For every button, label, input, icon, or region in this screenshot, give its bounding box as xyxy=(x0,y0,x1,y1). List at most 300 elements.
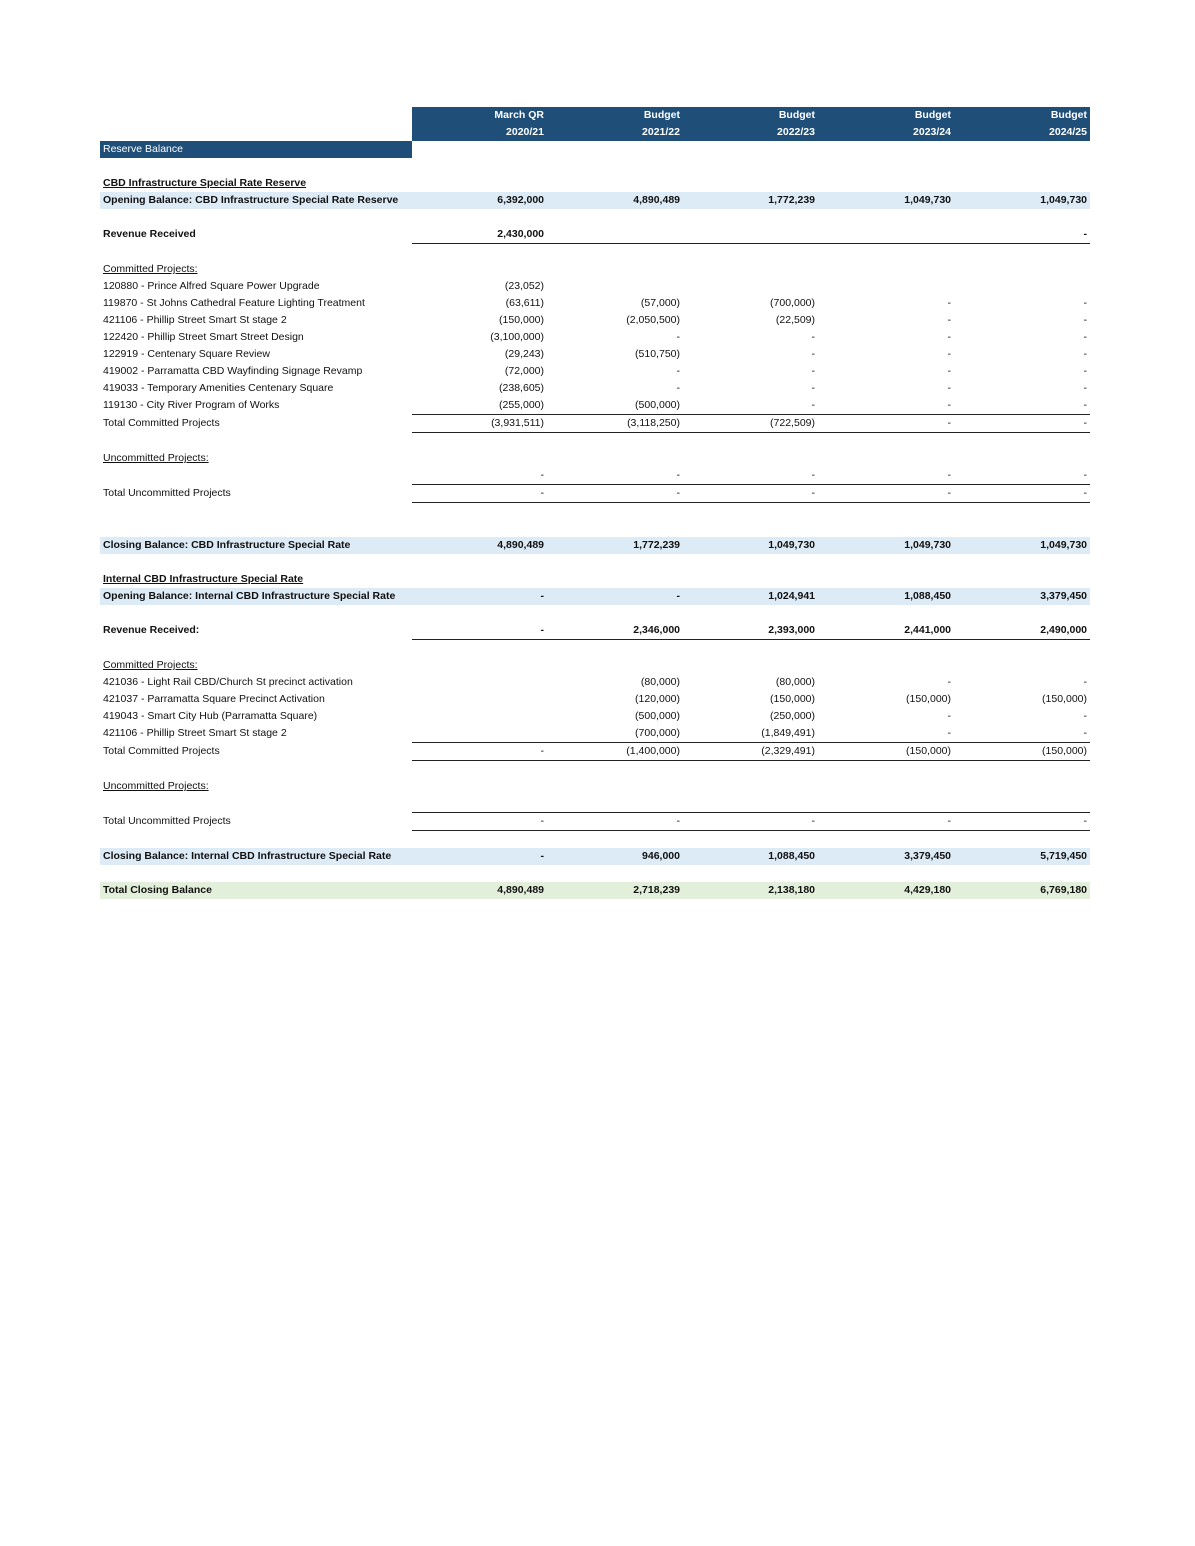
section2-project-row-cell: (80,000) xyxy=(640,676,680,688)
section1-closing-label-text: Closing Balance: CBD Infrastructure Special Rate xyxy=(103,539,351,551)
section1-project-row-cell: - xyxy=(947,365,951,377)
section2-committed-heading-cell xyxy=(818,657,954,674)
column-header-line2: 2022/23 xyxy=(683,124,818,141)
section2-closing-cell: 1,088,450 xyxy=(683,848,818,865)
section1-project-row xyxy=(100,397,1090,415)
section1-project-row-label-text: 122420 - Phillip Street Smart Street Design xyxy=(103,331,304,343)
section1-uncommitted-heading xyxy=(100,450,1090,467)
spacer-cell xyxy=(683,865,818,882)
section2-closing-cell: 3,379,450 xyxy=(818,848,954,865)
total-closing-balance-label xyxy=(100,882,412,899)
spacer-cell xyxy=(683,244,818,262)
total-closing-balance xyxy=(100,882,1090,899)
section2-committed-heading xyxy=(100,657,1090,674)
spacer-cell xyxy=(412,520,547,537)
spacer-cell xyxy=(818,795,954,813)
spacer-cell xyxy=(547,761,683,779)
section1-project-row-cell: (3,100,000) xyxy=(490,331,544,343)
title-row-cell xyxy=(818,141,954,158)
section1-project-row-cell: - xyxy=(947,314,951,326)
header-blank xyxy=(100,107,412,124)
section1-opening-cell: 1,049,730 xyxy=(818,192,954,209)
section1-uncommitted-blank xyxy=(100,467,1090,485)
section1-heading xyxy=(100,175,1090,192)
spacer-label xyxy=(100,605,412,622)
spacer-cell xyxy=(683,503,818,521)
section2-closing-cell: 946,000 xyxy=(547,848,683,865)
section2-uncommitted-total xyxy=(100,813,1090,831)
section1-revenue-cell xyxy=(683,226,818,244)
section1-project-row-cell: - xyxy=(1083,399,1087,411)
spacer-cell xyxy=(412,554,547,571)
section2-uncommitted-total-cell: - xyxy=(683,813,818,831)
spacer-cell xyxy=(547,554,683,571)
section2-committed-total-cell: (150,000) xyxy=(818,743,954,761)
section2-opening xyxy=(100,588,1090,605)
spacer-label xyxy=(100,520,412,537)
section2-revenue-cell: 2,393,000 xyxy=(683,622,818,640)
section1-project-row-cell: (72,000) xyxy=(504,365,544,377)
column-header-line1: Budget xyxy=(547,107,683,124)
section2-committed-heading-label-text: Committed Projects: xyxy=(103,659,198,671)
column-header-line2: 2023/24 xyxy=(818,124,954,141)
section2-committed-heading-cell xyxy=(954,657,1090,674)
total-closing-balance-cell: 2,138,180 xyxy=(683,882,818,899)
section1-project-row-cell: - xyxy=(676,382,680,394)
section1-project-row-label-text: 421106 - Phillip Street Smart St stage 2 xyxy=(103,314,287,326)
section1-heading-cell xyxy=(547,175,683,192)
section2-revenue-cell: 2,441,000 xyxy=(818,622,954,640)
section1-project-row-cell: - xyxy=(676,331,680,343)
spacer-cell xyxy=(412,761,547,779)
total-closing-balance-cell: 6,769,180 xyxy=(954,882,1090,899)
section2-heading-label-text: Internal CBD Infrastructure Special Rate xyxy=(103,573,304,585)
section2-committed-heading-cell xyxy=(412,657,547,674)
spacer-cell xyxy=(412,605,547,622)
section1-project-row-label-text: 419033 - Temporary Amenities Centenary Square xyxy=(103,382,334,394)
section2-uncommitted-total-cell: - xyxy=(412,813,547,831)
spacer-cell xyxy=(818,640,954,658)
spacer-cell xyxy=(547,158,683,175)
spacer-cell xyxy=(412,640,547,658)
spacer-label xyxy=(100,640,412,658)
section1-project-row-cell: (23,052) xyxy=(504,280,544,292)
section1-closing xyxy=(100,537,1090,554)
title-row-cell xyxy=(547,141,683,158)
spacer-label xyxy=(100,865,412,882)
spacer-label xyxy=(100,503,412,521)
section1-project-row-cell: - xyxy=(947,348,951,360)
spacer-cell xyxy=(683,554,818,571)
section2-uncommitted-heading-cell xyxy=(412,778,547,795)
spacer-cell xyxy=(818,831,954,849)
spacer-cell xyxy=(954,865,1090,882)
section2-opening-label-text: Opening Balance: Internal CBD Infrastructure Special Rate xyxy=(103,590,396,602)
section1-uncommitted-blank-cell: - xyxy=(540,469,544,481)
section2-uncommitted-total-label xyxy=(100,813,412,831)
section2-opening-cell: - xyxy=(412,588,547,605)
section2-uncommitted-heading xyxy=(100,778,1090,795)
section1-project-row xyxy=(100,278,1090,295)
section2-opening-label xyxy=(100,588,412,605)
spacer-cell xyxy=(412,503,547,521)
section1-project-row-cell xyxy=(547,278,683,295)
section2-revenue-cell: 2,346,000 xyxy=(547,622,683,640)
section2-project-row-cell: (700,000) xyxy=(635,727,680,739)
section2-opening-cell: 1,088,450 xyxy=(818,588,954,605)
section2-project-row-cell: - xyxy=(947,710,951,722)
section2-uncommitted-heading-cell xyxy=(547,778,683,795)
section2-committed-heading-cell xyxy=(547,657,683,674)
spacer-cell xyxy=(547,865,683,882)
section1-uncommitted-blank-label xyxy=(100,467,412,485)
section2-closing-cell: 5,719,450 xyxy=(954,848,1090,865)
spacer-cell xyxy=(683,640,818,658)
section2-revenue-label xyxy=(100,622,412,640)
section1-project-row xyxy=(100,329,1090,346)
spacer xyxy=(100,433,1090,451)
spacer xyxy=(100,795,1090,813)
section1-project-row-label xyxy=(100,363,412,380)
section1-opening-label xyxy=(100,192,412,209)
section1-committed-heading-cell xyxy=(954,261,1090,278)
section1-project-row-label xyxy=(100,312,412,329)
section1-project-row-cell: - xyxy=(811,331,815,343)
section1-committed-heading-cell xyxy=(412,261,547,278)
column-header-line1: Budget xyxy=(818,107,954,124)
section2-project-row-label xyxy=(100,725,412,743)
section1-project-row xyxy=(100,346,1090,363)
spacer-cell xyxy=(547,605,683,622)
section2-project-row xyxy=(100,708,1090,725)
section1-opening xyxy=(100,192,1090,209)
section1-project-row-cell: (22,509) xyxy=(775,314,815,326)
section1-committed-heading xyxy=(100,261,1090,278)
section1-project-row-cell: - xyxy=(1083,331,1087,343)
section1-committed-total-label-text: Total Committed Projects xyxy=(103,417,220,429)
section1-opening-cell: 6,392,000 xyxy=(412,192,547,209)
section1-revenue-label-text: Revenue Received xyxy=(103,228,196,241)
spacer-cell xyxy=(547,503,683,521)
spacer xyxy=(100,831,1090,849)
spacer xyxy=(100,554,1090,571)
section1-revenue xyxy=(100,226,1090,244)
section1-closing-cell: 4,890,489 xyxy=(412,537,547,554)
section1-uncommitted-heading-label xyxy=(100,450,412,467)
spacer-label xyxy=(100,433,412,451)
title-row-cell xyxy=(683,141,818,158)
section2-project-row-cell xyxy=(412,691,547,708)
column-header-line2: 2020/21 xyxy=(412,124,547,141)
section1-revenue-cell: - xyxy=(954,226,1090,244)
section2-project-row-label-text: 421106 - Phillip Street Smart St stage 2 xyxy=(103,727,287,740)
spacer xyxy=(100,605,1090,622)
spacer-cell xyxy=(818,865,954,882)
section2-project-row-cell: - xyxy=(1083,727,1087,739)
section1-project-row-cell: (238,605) xyxy=(499,382,544,394)
section1-project-row-label-text: 120880 - Prince Alfred Square Power Upgrade xyxy=(103,280,320,292)
section1-project-row-label xyxy=(100,346,412,363)
section1-project-row-cell: (29,243) xyxy=(504,348,544,360)
section1-heading-label xyxy=(100,175,412,192)
spacer-cell xyxy=(683,158,818,175)
total-closing-balance-label-text: Total Closing Balance xyxy=(103,884,212,896)
spacer-cell xyxy=(954,640,1090,658)
section1-uncommitted-heading-cell xyxy=(954,450,1090,467)
section1-project-row-cell: - xyxy=(947,382,951,394)
section2-heading-cell xyxy=(683,571,818,588)
section2-project-row-label-text: 421037 - Parramatta Square Precinct Activation xyxy=(103,693,325,705)
section1-committed-heading-cell xyxy=(547,261,683,278)
spacer-cell xyxy=(547,831,683,849)
spacer-cell xyxy=(412,209,547,226)
section1-project-row-cell: - xyxy=(1083,297,1087,309)
section2-project-row-cell: - xyxy=(947,727,951,739)
section2-heading-cell xyxy=(818,571,954,588)
section1-project-row-cell: (510,750) xyxy=(635,348,680,360)
section1-uncommitted-total-label xyxy=(100,485,412,503)
spacer-cell xyxy=(412,831,547,849)
section1-revenue-cell: 2,430,000 xyxy=(412,226,547,244)
spacer-cell xyxy=(683,433,818,451)
spacer-cell xyxy=(412,433,547,451)
section1-heading-cell xyxy=(818,175,954,192)
section1-project-row-label-text: 119130 - City River Program of Works xyxy=(103,399,280,412)
spacer xyxy=(100,209,1090,226)
spacer-cell xyxy=(547,244,683,262)
spacer-cell xyxy=(954,554,1090,571)
section1-opening-label-text: Opening Balance: CBD Infrastructure Special Rate Reserve xyxy=(103,194,399,206)
section2-opening-cell: 1,024,941 xyxy=(683,588,818,605)
section2-committed-total-label xyxy=(100,743,412,761)
section2-project-row-cell: (120,000) xyxy=(635,693,680,705)
section1-project-row-cell: - xyxy=(811,382,815,394)
section1-closing-cell: 1,049,730 xyxy=(954,537,1090,554)
section1-project-row-label xyxy=(100,380,412,397)
section1-opening-cell: 1,049,730 xyxy=(954,192,1090,209)
section2-uncommitted-total-label-text: Total Uncommitted Projects xyxy=(103,815,231,827)
spacer-cell xyxy=(818,503,954,521)
spacer xyxy=(100,158,1090,175)
spacer-cell xyxy=(818,158,954,175)
spacer-label xyxy=(100,209,412,226)
section2-revenue-label-text: Revenue Received: xyxy=(103,624,200,637)
section2-committed-total xyxy=(100,743,1090,761)
section2-committed-total-cell: (1,400,000) xyxy=(547,743,683,761)
section2-opening-cell: - xyxy=(547,588,683,605)
spacer-cell xyxy=(954,158,1090,175)
section1-project-row-cell: (150,000) xyxy=(499,314,544,326)
section2-committed-total-cell: (2,329,491) xyxy=(683,743,818,761)
spacer-cell xyxy=(954,244,1090,262)
section1-project-row-cell: - xyxy=(1083,365,1087,377)
section2-project-row-cell: (80,000) xyxy=(775,676,815,688)
section2-closing-label-text: Closing Balance: Internal CBD Infrastructure Special Rate xyxy=(103,850,392,862)
section1-closing-cell: 1,049,730 xyxy=(818,537,954,554)
section1-project-row-cell: - xyxy=(811,399,815,411)
spacer-cell xyxy=(818,520,954,537)
section1-committed-total-cell: (3,931,511) xyxy=(412,415,547,433)
spacer-label xyxy=(100,554,412,571)
section2-uncommitted-heading-label-text: Uncommitted Projects: xyxy=(103,780,209,792)
section1-uncommitted-heading-cell xyxy=(683,450,818,467)
section2-project-row-cell: - xyxy=(1083,710,1087,722)
section2-committed-heading-cell xyxy=(683,657,818,674)
section1-committed-total-cell: (3,118,250) xyxy=(547,415,683,433)
section1-project-row-cell: - xyxy=(947,331,951,343)
section1-project-row-cell: (700,000) xyxy=(770,297,815,309)
spacer-cell xyxy=(683,795,818,813)
section1-committed-heading-label xyxy=(100,261,412,278)
section1-committed-total-cell: - xyxy=(818,415,954,433)
section1-project-row-cell: - xyxy=(1083,314,1087,326)
section1-committed-heading-label-text: Committed Projects: xyxy=(103,263,198,275)
section1-revenue-label xyxy=(100,226,412,244)
section1-closing-cell: 1,772,239 xyxy=(547,537,683,554)
section2-project-row-cell: (250,000) xyxy=(770,710,815,722)
spacer-cell xyxy=(818,554,954,571)
section1-project-row-cell: - xyxy=(811,348,815,360)
spacer xyxy=(100,865,1090,882)
spacer-cell xyxy=(683,520,818,537)
section2-project-row-cell xyxy=(412,708,547,725)
title-row xyxy=(100,141,1090,158)
section2-heading-label xyxy=(100,571,412,588)
spacer-cell xyxy=(818,433,954,451)
section2-project-row-cell: (500,000) xyxy=(635,710,680,722)
section1-project-row-label-text: 119870 - St Johns Cathedral Feature Lighting Treatment xyxy=(103,297,365,309)
section2-uncommitted-heading-label xyxy=(100,778,412,795)
spacer-label xyxy=(100,761,412,779)
section1-uncommitted-heading-cell xyxy=(818,450,954,467)
section1-project-row-label xyxy=(100,295,412,312)
section1-uncommitted-heading-cell xyxy=(547,450,683,467)
spacer-cell xyxy=(954,209,1090,226)
spacer-label xyxy=(100,795,412,813)
section1-uncommitted-heading-cell xyxy=(412,450,547,467)
section2-committed-heading-label xyxy=(100,657,412,674)
spacer-cell xyxy=(547,433,683,451)
spacer-cell xyxy=(412,865,547,882)
section1-committed-total-cell: - xyxy=(954,415,1090,433)
section1-project-row-cell xyxy=(683,278,818,295)
title-row-label-text: Reserve Balance xyxy=(103,143,183,155)
spacer xyxy=(100,640,1090,658)
spacer-label xyxy=(100,244,412,262)
section1-project-row-cell: - xyxy=(676,365,680,377)
total-closing-balance-cell: 4,890,489 xyxy=(412,882,547,899)
spacer-cell xyxy=(818,244,954,262)
section2-committed-total-cell: - xyxy=(412,743,547,761)
section1-project-row xyxy=(100,363,1090,380)
title-row-label xyxy=(100,141,412,158)
spacer-cell xyxy=(954,831,1090,849)
spacer-label xyxy=(100,158,412,175)
section1-uncommitted-total-cell: - xyxy=(954,485,1090,503)
spacer-cell xyxy=(954,605,1090,622)
section2-project-row-cell: - xyxy=(1083,676,1087,688)
section1-closing-cell: 1,049,730 xyxy=(683,537,818,554)
header-row-1 xyxy=(100,107,1090,124)
section2-uncommitted-heading-cell xyxy=(818,778,954,795)
section1-project-row-cell: (2,050,500) xyxy=(626,314,680,326)
total-closing-balance-cell: 2,718,239 xyxy=(547,882,683,899)
title-row-cell xyxy=(954,141,1090,158)
spacer-cell xyxy=(818,761,954,779)
section1-uncommitted-total-cell: - xyxy=(412,485,547,503)
section2-project-row-label-text: 421036 - Light Rail CBD/Church St precinct activation xyxy=(103,676,353,688)
section1-uncommitted-total-cell: - xyxy=(683,485,818,503)
spacer-cell xyxy=(412,244,547,262)
section1-heading-cell xyxy=(412,175,547,192)
spacer-cell xyxy=(547,520,683,537)
section2-revenue-cell: 2,490,000 xyxy=(954,622,1090,640)
section2-project-row-label-text: 419043 - Smart City Hub (Parramatta Square) xyxy=(103,710,318,722)
section2-project-row-cell: (150,000) xyxy=(770,693,815,705)
section1-committed-total-label xyxy=(100,415,412,433)
section2-uncommitted-total-cell: - xyxy=(818,813,954,831)
section1-uncommitted-total-label-text: Total Uncommitted Projects xyxy=(103,487,231,499)
spacer-cell xyxy=(412,795,547,813)
section1-uncommitted-blank-cell: - xyxy=(676,469,680,481)
section2-uncommitted-total-cell: - xyxy=(547,813,683,831)
section1-uncommitted-heading-label-text: Uncommitted Projects: xyxy=(103,452,209,464)
section1-project-row-cell: - xyxy=(947,297,951,309)
section1-project-row-cell: - xyxy=(1083,348,1087,360)
section1-project-row-label-text: 122919 - Centenary Square Review xyxy=(103,348,270,360)
section2-project-row-cell: (150,000) xyxy=(906,693,951,705)
header-row-2 xyxy=(100,124,1090,141)
spacer-cell xyxy=(683,605,818,622)
spacer-cell xyxy=(954,520,1090,537)
column-header-line2: 2024/25 xyxy=(954,124,1090,141)
section1-closing-label xyxy=(100,537,412,554)
spacer-cell xyxy=(547,795,683,813)
section1-heading-cell xyxy=(683,175,818,192)
section1-opening-cell: 4,890,489 xyxy=(547,192,683,209)
section1-uncommitted-blank-cell: - xyxy=(1083,469,1087,481)
section2-committed-total-label-text: Total Committed Projects xyxy=(103,745,220,757)
column-header-line1: March QR xyxy=(412,107,547,124)
section1-committed-heading-cell xyxy=(818,261,954,278)
section2-uncommitted-heading-cell xyxy=(954,778,1090,795)
section2-project-row xyxy=(100,691,1090,708)
section2-closing-cell: - xyxy=(412,848,547,865)
section2-heading xyxy=(100,571,1090,588)
section1-uncommitted-blank-cell: - xyxy=(947,469,951,481)
spacer-cell xyxy=(547,209,683,226)
section1-uncommitted-total-cell: - xyxy=(547,485,683,503)
section1-project-row-label xyxy=(100,278,412,295)
spacer-cell xyxy=(954,761,1090,779)
section2-project-row-cell xyxy=(412,725,547,743)
spacer xyxy=(100,244,1090,262)
column-header-line1: Budget xyxy=(954,107,1090,124)
section2-project-row-cell: - xyxy=(947,676,951,688)
section1-revenue-cell xyxy=(818,226,954,244)
section1-project-row-cell: - xyxy=(947,399,951,411)
section2-revenue-cell: - xyxy=(412,622,547,640)
section2-heading-cell xyxy=(547,571,683,588)
section2-committed-total-cell: (150,000) xyxy=(954,743,1090,761)
section2-uncommitted-total-cell: - xyxy=(954,813,1090,831)
spacer-cell xyxy=(954,795,1090,813)
title-row-cell xyxy=(412,141,547,158)
column-header-line1: Budget xyxy=(683,107,818,124)
section1-heading-cell xyxy=(954,175,1090,192)
section2-opening-cell: 3,379,450 xyxy=(954,588,1090,605)
section1-project-row-cell: (500,000) xyxy=(635,399,680,411)
